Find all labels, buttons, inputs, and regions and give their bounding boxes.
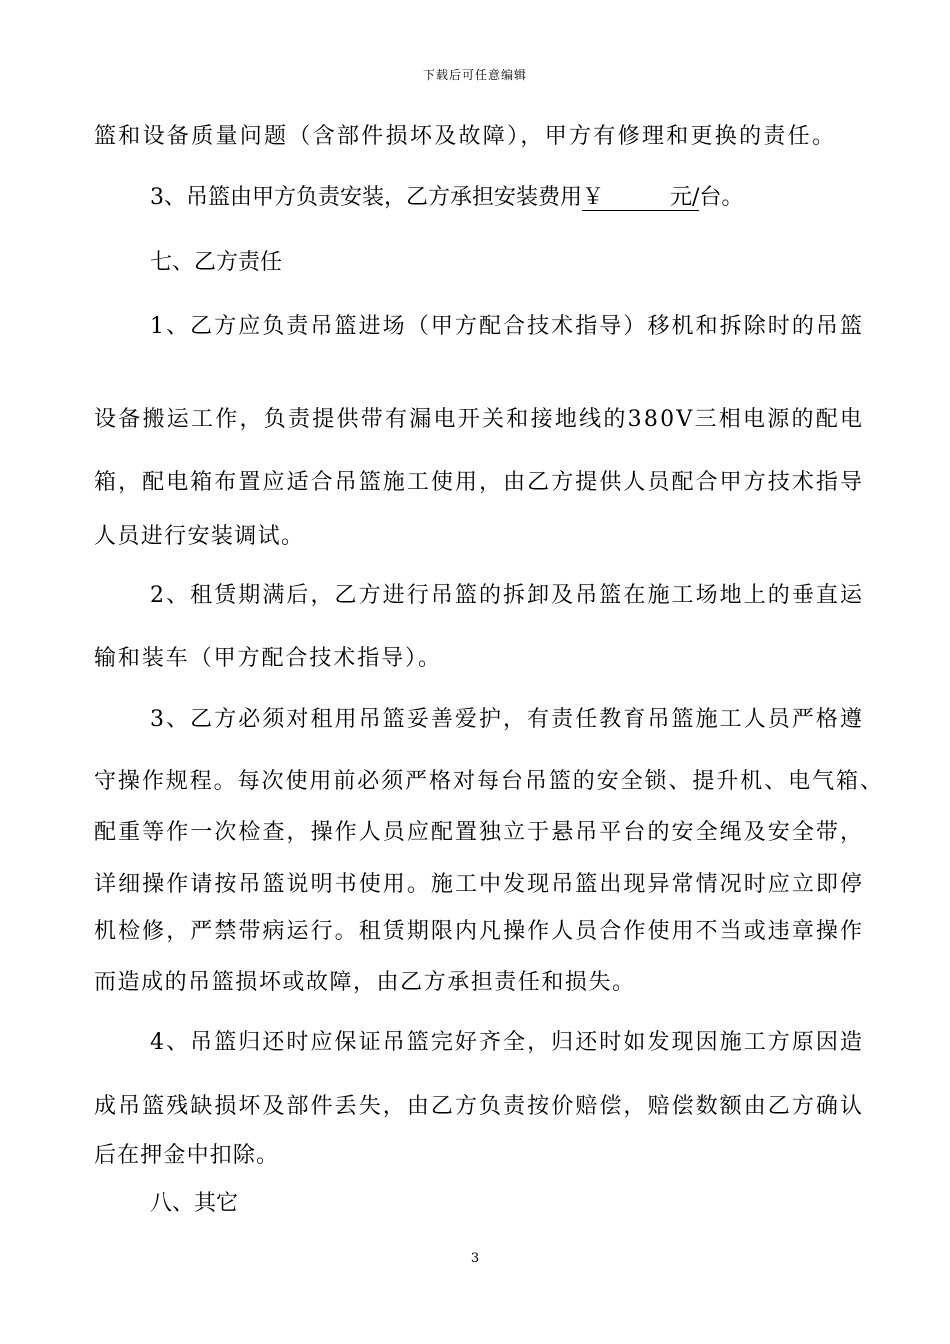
paragraph-line: 3、乙方必须对租用吊篮妥善爱护，有责任教育吊篮施工人员严格遵 <box>150 707 865 732</box>
page-number: 3 <box>470 1251 480 1266</box>
paragraph-line: 详细操作请按吊篮说明书使用。施工中发现吊篮出现异常情况时应立即停 <box>94 872 865 897</box>
page-header: 下载后可任意编辑 <box>422 68 527 82</box>
paragraph-line: 箱，配电箱布置应适合吊篮施工使用，由乙方提供人员配合甲方技术指导 <box>94 470 865 495</box>
paragraph-line: 输和装车（甲方配合技术指导）。 <box>94 646 442 671</box>
paragraph-line: 后在押金中扣除。 <box>94 1143 280 1168</box>
clause-text-end: 台。 <box>699 185 744 210</box>
paragraph-line: 守操作规程。每次使用前必须严格对每台吊篮的安全锁、提升机、电气箱、 <box>94 769 884 794</box>
paragraph-line: 而造成的吊篮损坏或故障，由乙方承担责任和损失。 <box>94 970 636 995</box>
fee-blank-field: ￥ 元/ <box>582 185 700 210</box>
paragraph-line: 人员进行安装调试。 <box>94 524 305 549</box>
paragraph-line: 1、乙方应负责吊篮进场（甲方配合技术指导）移机和拆除时的吊篮 <box>150 314 865 339</box>
paragraph-line: 设备搬运工作，负责提供带有漏电开关和接地线的380V三相电源的配电 <box>94 407 865 432</box>
paragraph-line: 篮和设备质量问题（含部件损坏及故障），甲方有修理和更换的责任。 <box>94 124 837 149</box>
paragraph-line: 机检修，严禁带病运行。租赁期限内凡操作人员合作使用不当或违章操作 <box>94 919 865 944</box>
paragraph-line: 成吊篮残缺损坏及部件丢失，由乙方负责按价赔偿，赔偿数额由乙方确认 <box>94 1094 865 1119</box>
clause-installation-fee <box>150 184 743 212</box>
paragraph-line: 2、租赁期满后，乙方进行吊篮的拆卸及吊篮在施工场地上的垂直运 <box>150 583 865 608</box>
paragraph-line: 配重等作一次检查，操作人员应配置独立于悬吊平台的安全绳及安全带， <box>94 820 865 845</box>
section-heading-8: 八、其它 <box>150 1191 239 1216</box>
clause-text: 3、吊篮由甲方负责安装，乙方承担安装费用 <box>150 185 582 210</box>
paragraph-line: 4、吊篮归还时应保证吊篮完好齐全，归还时如发现因施工方原因造 <box>150 1030 865 1055</box>
section-heading-7: 七、乙方责任 <box>150 250 283 275</box>
